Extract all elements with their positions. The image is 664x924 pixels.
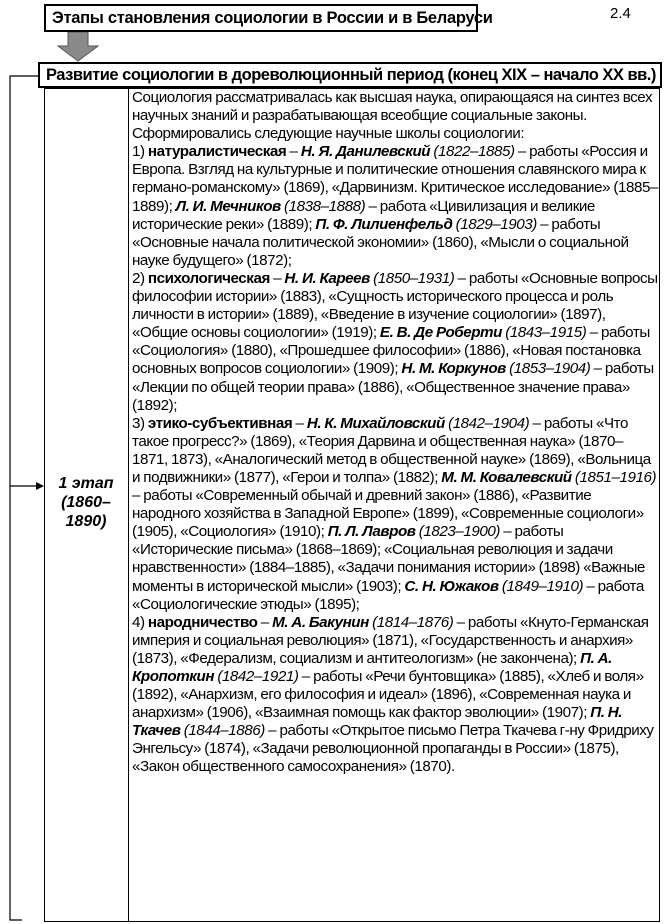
school-ethical-subjective: 3) этико-субъективная – Н. К. Михайловский (1842–1904) – работы «Что такое прогресс?» (1869), «Теория Дарвина и общественная наука» (1870–1871, 1873), «Аналогический метод в общественной науке» (1869), «Вольница и подвижники» (1877), «Герои и толпа» (1882); М. М. Ковалевский (1851–1916) – работы «Современный обычай и древний закон» (1886), «Развитие народного хозяйства в Западной Европе» (1899), «Современные социологи» (1905), «Социология» (1910); П. Л. Лавров (1823–1900) – работы «Исторические письма» (1868–1869); «Социальная революция и задачи нравственности» (1884–1885), «Задачи понимания истории» (1898) «Важные моменты в исторической мысли» (1903); С. Н. Южаков (1849–1910) – работа «Социологические этюды» (1895); <box>132 414 657 613</box>
author-name: Л. И. Мечников <box>175 197 281 215</box>
school-name: этико-субъективная <box>147 414 293 432</box>
author-name: Е. В. Де Роберти <box>379 324 502 342</box>
down-arrow-icon <box>56 32 100 62</box>
school-naturalistic: 1) натуралистическая – Н. Я. Данилевский (1822–1885) – работы «Россия и Европа. Взгляд на культурные и политические отношения славянского мира к германо-романскому» (1869), «Дарвинизм. Критическое исследование» (1885–1889); Л. И. Мечников (1838–1888) – работа «Цивилизация и великие исторические реки» (1889); П. Ф. Лилиенфельд (1829–1903) – работы «Основные начала политической экономии» (1860), «Мысли о социальной науке будущего» (1872); <box>132 143 658 269</box>
page-number: 2.4 <box>610 5 631 22</box>
school-populism: 4) народничество – М. А. Бакунин (1814–1876) – работы «Кнуто-Германская империя и социальная революция» (1871), «Государственность и анархия» (1873), «Федерализм, социализм и антитеологизм» (не закончена); П. А. Кропоткин (1842–1921) – работы «Речи бунтовщика» (1885), «Хлеб и воля» (1892), «Анархизм, его философия и идеал» (1896), «Современная наука и анархизм» (1906), «Взаимная помощь как фактор эволюции» (1907); П. Н. Ткачев (1844–1886) – работы «Открытое письмо Петра Ткачева г-ну Фридриху Энгельсу» (1874), «Задачи революционной пропаганды в России» (1875), «Закон общественного самосохранения» (1870). <box>132 613 654 776</box>
author-name: Н. Я. Данилевский <box>300 143 431 161</box>
author-name: П. Ф. Лилиенфельд <box>315 215 453 233</box>
stage-years-start: (1860– <box>61 494 111 511</box>
author-name: П. Н. Ткачев <box>132 704 623 740</box>
author-name: Н. К. Михайловский <box>306 414 445 432</box>
stage-name: 1 этап <box>58 475 114 492</box>
school-psychological: 2) психологическая – Н. И. Кареев (1850–1931) – работы «Основные вопросы философии истории» (1883), «Сущность исторического процесса и роль личности в истории» (1889), «Введение в изучение социологии» (1897), «Общие основы социологии» (1919); Е. В. Де Роберти (1843–1915) – работы «Социология» (1880), «Прошедшее философии» (1886), «Новая постановка основных вопросов социологии» (1909); Н. М. Коркунов (1853–1904) – работы «Лекции по общей теории права» (1886), «Общественное значение права» (1892); <box>132 269 658 414</box>
author-name: Н. М. Коркунов <box>401 360 506 378</box>
stage-description <box>132 89 658 777</box>
school-name: народничество <box>147 613 258 631</box>
page-title: Этапы становления социологии в России и в Беларуси <box>44 4 478 32</box>
author-name: С. Н. Южаков <box>404 577 499 595</box>
section-title: Развитие социологии в дореволюционный период (конец XIX – начало XX вв.) <box>38 62 662 88</box>
intro-text: Социология рассматривалась как высшая наука, опирающаяся на синтез всех научных знаний и разрабатывающая всеобщие социальные законы. <box>132 89 653 125</box>
school-name: натуралистическая <box>147 143 287 161</box>
author-name: М. А. Бакунин <box>272 613 369 631</box>
author-name: П. А. Кропоткин <box>132 649 612 685</box>
author-name: М. М. Ковалевский <box>441 468 572 486</box>
author-name: Н. И. Кареев <box>284 269 370 287</box>
school-name: психологическая <box>147 269 270 287</box>
stage-label <box>44 474 128 531</box>
author-name: П. Л. Лавров <box>327 523 416 541</box>
stage-years-end: 1890) <box>65 513 107 530</box>
schools-intro: Сформировались следующие научные школы социологии: <box>132 125 525 143</box>
